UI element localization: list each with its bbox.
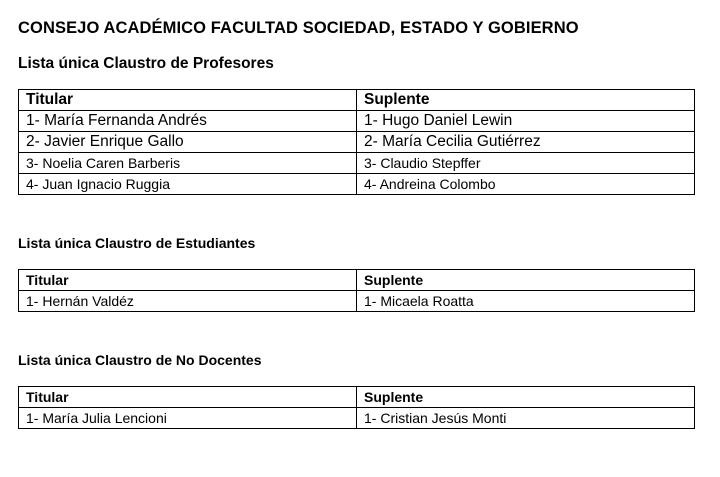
table-row [19, 132, 695, 153]
section-title-no-docentes: Lista única Claustro de No Docentes [18, 352, 262, 368]
suplente-cell: 4- Andreina Colombo [357, 174, 695, 195]
suplente-cell: 1- Hugo Daniel Lewin [357, 111, 695, 132]
table-row [19, 291, 695, 312]
table-profesores [18, 89, 695, 195]
page-title: CONSEJO ACADÉMICO FACULTAD SOCIEDAD, ESTADO Y GOBIERNO [18, 19, 579, 37]
suplente-cell: 1- Cristian Jesús Monti [357, 408, 695, 429]
section-title-profesores: Lista única Claustro de Profesores [18, 55, 274, 72]
suplente-cell: 1- Micaela Roatta [357, 291, 695, 312]
table-estudiantes [18, 269, 695, 312]
header-suplente: Suplente [357, 387, 695, 408]
suplente-cell: 2- María Cecilia Gutiérrez [357, 132, 695, 153]
header-suplente: Suplente [357, 270, 695, 291]
titular-cell: 1- María Fernanda Andrés [19, 111, 357, 132]
table-row [19, 111, 695, 132]
titular-cell: 3- Noelia Caren Barberis [19, 153, 357, 174]
table-header-row [19, 270, 695, 291]
header-titular: Titular [19, 387, 357, 408]
table-header-row [19, 90, 695, 111]
table-header-row [19, 387, 695, 408]
header-suplente: Suplente [357, 90, 695, 111]
table-no-docentes [18, 386, 695, 429]
titular-cell: 4- Juan Ignacio Ruggia [19, 174, 357, 195]
suplente-cell: 3- Claudio Stepffer [357, 153, 695, 174]
header-titular: Titular [19, 270, 357, 291]
titular-cell: 2- Javier Enrique Gallo [19, 132, 357, 153]
table-row [19, 174, 695, 195]
table-row [19, 153, 695, 174]
titular-cell: 1- Hernán Valdéz [19, 291, 357, 312]
section-title-estudiantes: Lista única Claustro de Estudiantes [18, 235, 256, 251]
header-titular: Titular [19, 90, 357, 111]
table-row [19, 408, 695, 429]
titular-cell: 1- María Julia Lencioni [19, 408, 357, 429]
